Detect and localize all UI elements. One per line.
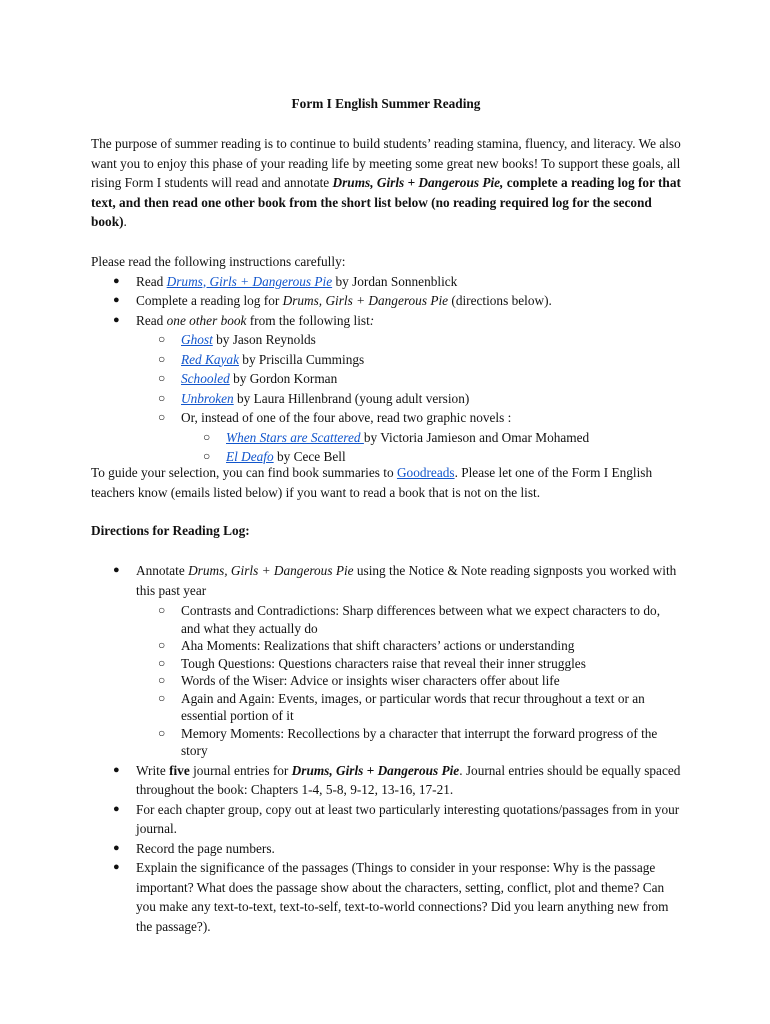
signpost-list	[91, 602, 681, 760]
instructions-lead: Please read the following instructions carefully:	[91, 254, 346, 269]
when-stars-link[interactable]: When Stars are Scattered	[226, 429, 364, 445]
graphic-novel-option: ○ Or, instead of one of the four above, read two graphic novels : ○ When Stars are Scattered by Victoria Jamieson and Omar Mohamed ○ El Deafo by Cece Bell	[91, 408, 681, 467]
signpost-item: ○ Contrasts and Contradictions: Sharp differences between what we expect characters to do, and what they actually do	[91, 602, 681, 637]
signpost-item: ○ Aha Moments: Realizations that shift characters’ actions or understanding	[91, 637, 681, 655]
list-item: ● Annotate Drums, Girls + Dangerous Pie using the Notice & Note reading signposts you worked with this past year ○ Contrasts and Contradictions: Sharp differences between what we expect characters to do, and what they actually do ○ Aha Moments: Realizations that shift characters’ actions or understanding ○ Tough Questions: Questions characters raise that reveal their inner struggles ○ Words of the Wiser: Advice or insights wiser characters offer about life ○ Again and Again: Events, images, or particular words that recur throughout a text or an essential portion of it ○ Memory Moments: Recollections by a character that interrupt the forward progress of the story	[91, 561, 681, 760]
list-item: ● Record the page numbers.	[91, 839, 681, 859]
directions-section	[91, 561, 681, 936]
schooled-link[interactable]: Schooled	[181, 371, 230, 386]
list-item: ● For each chapter group, copy out at least two particularly interesting quotations/passages from in your journal.	[91, 800, 681, 839]
intro-book-title: Drums, Girls + Dangerous Pie,	[332, 175, 504, 190]
book-list	[91, 330, 681, 467]
instructions-list	[91, 272, 681, 467]
unbroken-link[interactable]: Unbroken	[181, 390, 234, 406]
page-title: Form I English Summer Reading	[291, 96, 481, 111]
goodreads-link[interactable]: Goodreads	[396, 465, 455, 480]
book-item-red-kayak: ○ Red Kayak by Priscilla Cummings	[91, 350, 681, 370]
list-item: ● Read Drums, Girls + Dangerous Pie by Jordan Sonnenblick	[91, 272, 681, 292]
ghost-link[interactable]: Ghost	[181, 332, 213, 347]
guide-paragraph: To guide your selection, you can find book summaries to Goodreads. Please let one of the Form I English teachers know (emails listed below) if you want to read a book that is not on the list.	[91, 465, 653, 500]
directions-heading: Directions for Reading Log:	[91, 523, 250, 538]
signpost-item: ○ Memory Moments: Recollections by a character that interrupt the forward progress of the story	[91, 725, 681, 760]
signpost-item: ○ Tough Questions: Questions characters raise that reveal their inner struggles	[91, 655, 681, 673]
book-item-schooled: ○ Schooled by Gordon Korman	[91, 369, 681, 389]
intro-bold-text: complete a reading log for that text, and then read one other book from the short list below (no reading required log for the second book)	[91, 175, 681, 229]
signpost-item: ○ Again and Again: Events, images, or particular words that recur throughout a text or an essential portion of it	[91, 690, 681, 725]
graphic-item-el-deafo: ○ El Deafo by Cece Bell	[91, 447, 681, 467]
list-item: ● Complete a reading log for Drums, Girls + Dangerous Pie (directions below).	[91, 291, 681, 311]
book-item-unbroken: ○ Unbroken by Laura Hillenbrand (young adult version)	[91, 389, 681, 409]
signpost-item: ○ Words of the Wiser: Advice or insights wiser characters offer about life	[91, 672, 681, 690]
list-item: ● Explain the significance of the passages (Things to consider in your response: Why is the passage important? What does the passage show about the characters, setting, conflict, plot and theme? Can you make any text-to-text, text-to-self, text-to-world connections? Did you learn anything new from the passage?).	[91, 858, 681, 936]
instructions-section	[91, 252, 681, 467]
graphic-item-stars: ○ When Stars are Scattered by Victoria Jamieson and Omar Mohamed	[91, 428, 681, 448]
drums-girls-link[interactable]: Drums, Girls + Dangerous Pie	[166, 273, 333, 289]
intro-period: .	[123, 214, 127, 229]
red-kayak-link[interactable]: Red Kayak	[181, 351, 239, 367]
el-deafo-link[interactable]: El Deafo	[226, 449, 274, 464]
intro-paragraph	[91, 134, 681, 232]
book-item-ghost: ○ Ghost by Jason Reynolds	[91, 330, 681, 350]
graphic-novel-list	[91, 428, 681, 467]
directions-list	[91, 561, 681, 936]
list-item: ● Read one other book from the following list: ○ Ghost by Jason Reynolds ○ Red Kayak by Priscilla Cummings ○ Schooled by Gordon Korman ○ Unbroken by Laura Hillenbrand (young adult version) ○ Or, instead of one of the four above, read two graphic novels : ○ When Stars are Scattered by Victoria Jamieson and Omar Mohamed ○ El Deafo by Cece Bell	[91, 311, 681, 467]
list-item: ● Write five journal entries for Drums, Girls + Dangerous Pie. Journal entries should be equally spaced throughout the book: Chapters 1-4, 5-8, 9-12, 13-16, 17-21.	[91, 761, 681, 800]
intro-text: The purpose of summer reading is to continue to build students’ reading stamina, fluency, and literacy. We also want you to enjoy this phase of your reading life by meeting some great new books! To support these goals, all rising Form I students will read and annotate	[91, 136, 681, 190]
